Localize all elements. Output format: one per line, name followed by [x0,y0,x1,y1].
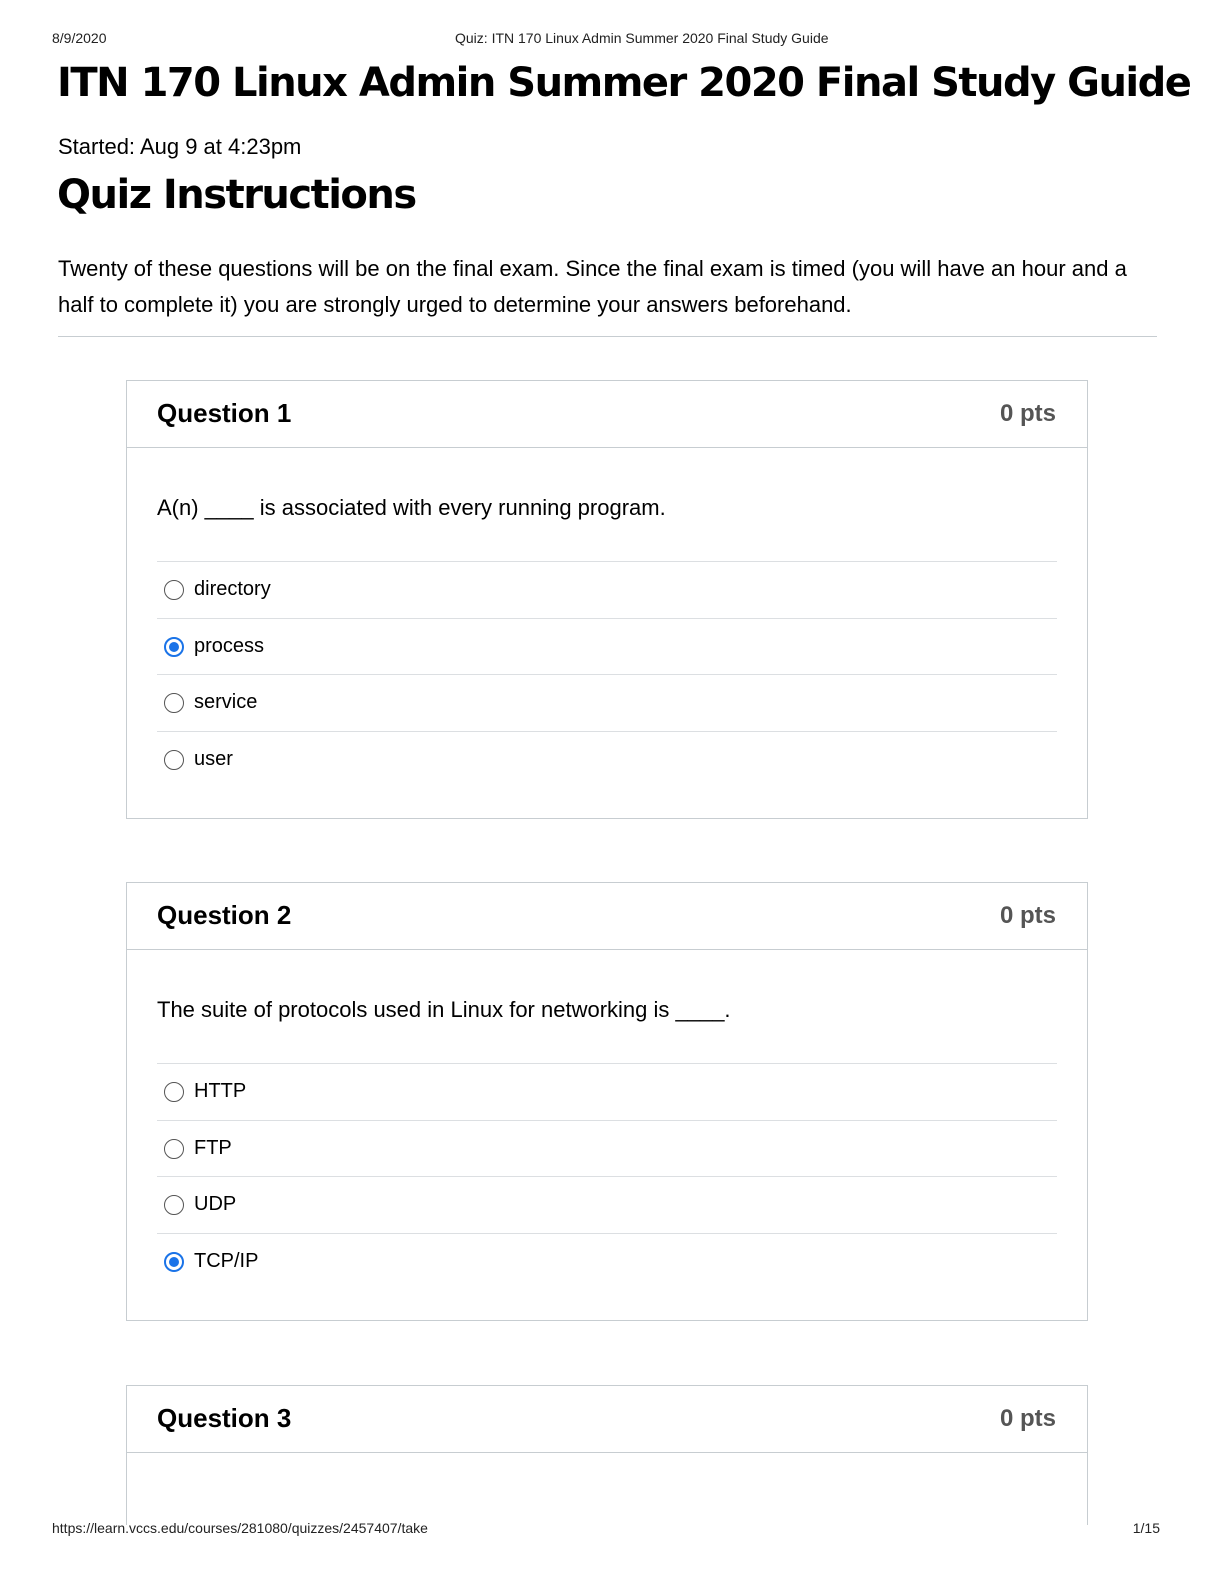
answer-option[interactable] [157,562,1057,619]
answer-label: HTTP [194,1080,247,1102]
page-number: 1/15 [1132,1520,1160,1536]
question-points: 0 pts [999,1405,1056,1432]
print-url: https://learn.vccs.edu/courses/281080/quizzes/2457407/take [52,1520,428,1536]
question-body [127,448,1087,788]
radio-button[interactable] [164,1082,184,1102]
instructions-text: Twenty of these questions will be on the final exam. Since the final exam is timed (you will have an hour and a half to complete it) you are strongly urged to determine your answers beforehand. [58,256,1127,317]
answer-label: process [194,634,265,657]
question-card [126,380,1088,819]
radio-button[interactable] [164,1139,184,1159]
answer-label: user [194,747,233,770]
answer-label: UDP [194,1193,237,1215]
started-timestamp: Started: Aug 9 at 4:23pm [58,134,302,159]
radio-button[interactable] [164,1195,184,1215]
radio-button-selected[interactable] [164,637,184,657]
print-header [52,30,1172,48]
question-header [127,381,1087,448]
print-title: Quiz: ITN 170 Linux Admin Summer 2020 Final Study Guide [455,30,829,46]
answer-option[interactable] [157,1064,1057,1121]
question-text: A(n) ____ is associated with every running program. [157,448,1057,562]
question-body [127,950,1087,1290]
answer-option[interactable] [157,732,1057,789]
print-date: 8/9/2020 [52,30,107,46]
answer-option[interactable] [157,1177,1057,1234]
answer-label: FTP [194,1136,232,1159]
answer-option[interactable] [157,1234,1057,1291]
divider [58,336,1157,337]
quiz-title: ITN 170 Linux Admin Summer 2020 Final Study Guide [57,60,1191,106]
instructions-heading: Quiz Instructions [57,172,416,218]
question-points: 0 pts [999,400,1056,427]
question-card [126,1385,1088,1525]
question-header [127,883,1087,950]
answer-label: TCP/IP [194,1249,259,1272]
answer-label: service [194,691,258,713]
answer-option[interactable] [157,1121,1057,1178]
answer-option[interactable] [157,619,1057,676]
radio-button[interactable] [164,693,184,713]
radio-button[interactable] [164,580,184,600]
question-title: Question 3 [157,1403,292,1433]
print-footer [52,1520,1160,1538]
question-title: Question 1 [157,398,292,428]
answer-option[interactable] [157,675,1057,732]
radio-button-selected[interactable] [164,1252,184,1272]
question-header [127,1386,1087,1453]
question-title: Question 2 [157,900,292,930]
question-card [126,882,1088,1321]
answer-label: directory [194,578,271,600]
radio-button[interactable] [164,750,184,770]
question-points: 0 pts [999,902,1056,929]
question-text: The suite of protocols used in Linux for networking is ____. [157,950,1057,1064]
